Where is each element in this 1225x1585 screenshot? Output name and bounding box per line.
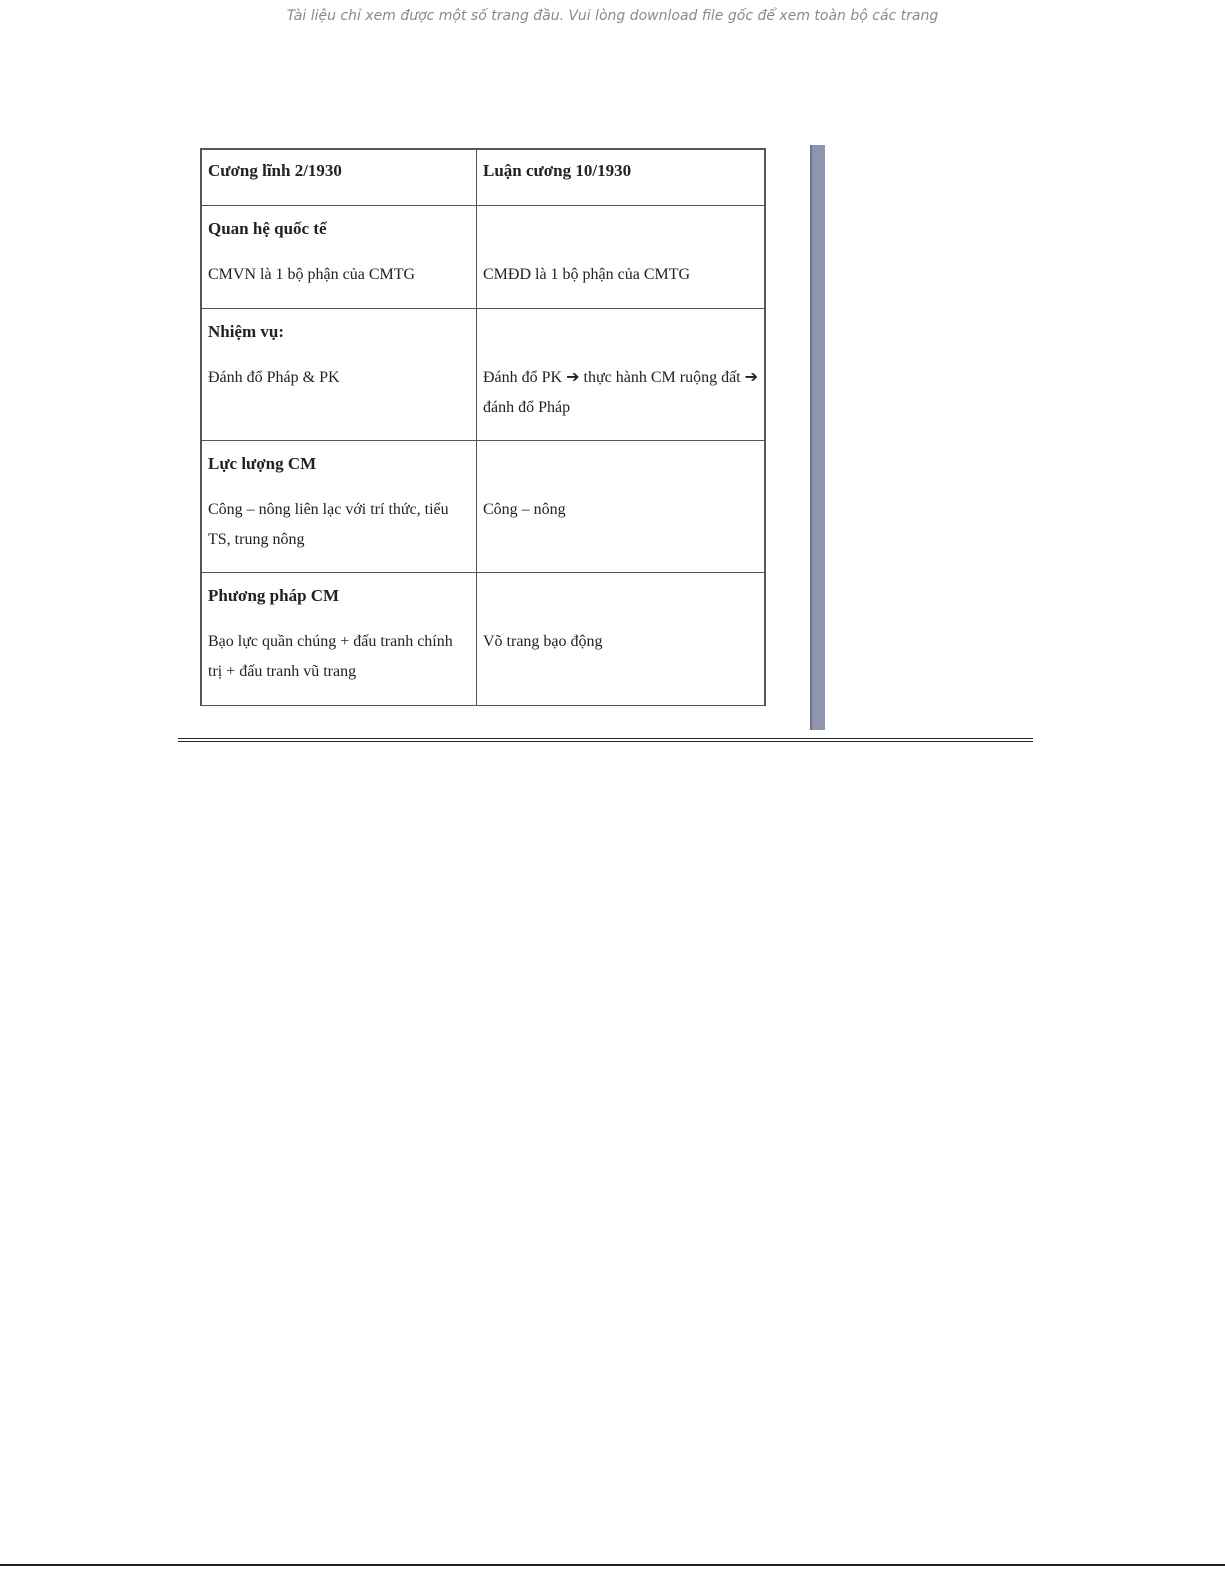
preview-notice-banner: Tài liệu chỉ xem được một số trang đầu. Vui lòng download file gốc để xem toàn bộ các trang xyxy=(286,8,939,24)
row-left-text: CMVN là 1 bộ phận của CMTG xyxy=(208,266,416,283)
table-row xyxy=(202,441,765,573)
table-cell-left xyxy=(202,573,477,706)
table-cell-left xyxy=(202,441,477,573)
header-luan-cuong: Luận cương 10/1930 xyxy=(477,150,765,206)
table-cell-right xyxy=(477,441,765,573)
table-cell-left xyxy=(202,309,477,441)
page-bottom-rule xyxy=(0,1564,1225,1566)
table-cell-right xyxy=(477,573,765,706)
row-title: Nhiệm vụ: xyxy=(208,322,285,341)
row-right-text: CMĐD là 1 bộ phận của CMTG xyxy=(483,266,691,283)
row-left-text: Bạo lực quần chúng + đấu tranh chính trị + đấu tranh vũ trang xyxy=(208,633,453,680)
scrollbar-edge xyxy=(810,145,825,730)
table-cell-left xyxy=(202,206,477,309)
header-cuong-linh: Cương lĩnh 2/1930 xyxy=(202,150,477,206)
row-left-text: Đánh đổ Pháp & PK xyxy=(208,369,340,386)
comparison-table xyxy=(201,149,765,706)
row-right-text: Công – nông xyxy=(483,501,566,518)
comparison-table-image xyxy=(200,148,766,706)
table-row xyxy=(202,309,765,441)
row-left-text: Công – nông liên lạc với trí thức, tiểu TS, trung nông xyxy=(208,501,449,548)
table-row xyxy=(202,206,765,309)
row-right-text: Võ trang bạo động xyxy=(483,633,603,650)
table-row xyxy=(202,573,765,706)
table-cell-right xyxy=(477,309,765,441)
row-title: Quan hệ quốc tế xyxy=(208,219,327,238)
row-title: Lực lượng CM xyxy=(208,454,317,473)
table-header-row xyxy=(202,150,765,206)
row-title: Phương pháp CM xyxy=(208,586,340,605)
page-divider-rule xyxy=(178,738,1033,742)
row-right-text: Đánh đổ PK ➔ thực hành CM ruộng đất ➔ đánh đổ Pháp xyxy=(483,369,759,416)
table-cell-right xyxy=(477,206,765,309)
